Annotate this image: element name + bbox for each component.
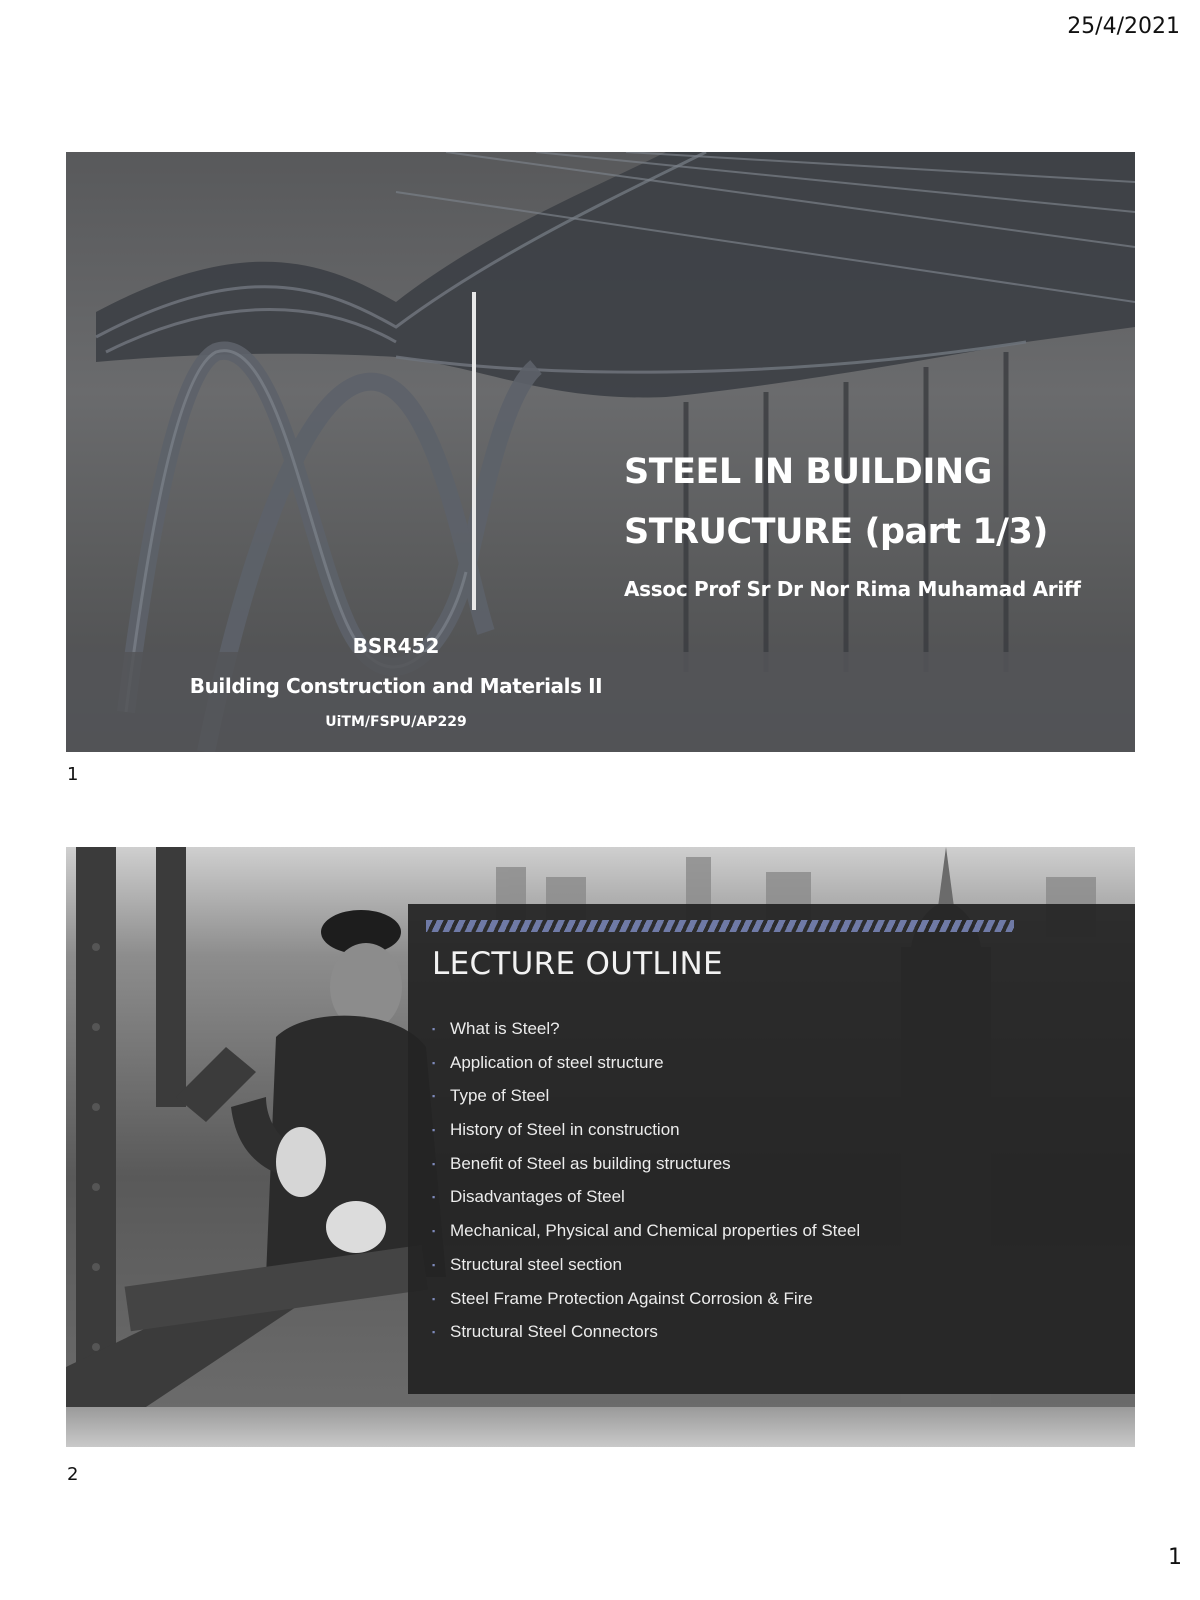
outline-item-label: Disadvantages of Steel — [450, 1187, 625, 1207]
outline-item — [432, 1147, 860, 1181]
bullet-icon: ▪ — [432, 1158, 436, 1169]
course-code: BSR452 — [352, 634, 440, 658]
photo-bottom-strip — [66, 1407, 1135, 1447]
outline-item — [432, 1248, 860, 1282]
bullet-icon: ▪ — [432, 1293, 436, 1304]
outline-item — [432, 1180, 860, 1214]
outline-item-label: History of Steel in construction — [450, 1120, 680, 1140]
outline-item-label: Application of steel structure — [450, 1052, 664, 1072]
slide-title-line-2: STRUCTURE (part 1/3) — [624, 512, 1048, 552]
bullet-icon: ▪ — [432, 1226, 436, 1237]
outline-panel — [408, 904, 1135, 1394]
bullet-icon: ▪ — [432, 1125, 436, 1136]
outline-item-label: Mechanical, Physical and Chemical properties of Steel — [450, 1221, 861, 1241]
page-number: 1 — [1168, 1545, 1182, 1570]
bullet-icon: ▪ — [432, 1091, 436, 1102]
course-name: Building Construction and Materials II — [189, 674, 603, 698]
outline-item — [432, 1315, 860, 1349]
title-divider-line — [472, 292, 476, 610]
bullet-icon: ▪ — [432, 1327, 436, 1338]
outline-item-label: Structural steel section — [450, 1254, 622, 1274]
outline-item — [432, 1012, 860, 1046]
outline-list — [432, 1012, 860, 1349]
bullet-icon: ▪ — [432, 1024, 436, 1034]
slide-title-line-1: STEEL IN BUILDING — [624, 452, 992, 492]
slide-title — [624, 442, 1124, 562]
outline-item-label: Benefit of Steel as building structures — [450, 1153, 731, 1173]
outline-item — [432, 1214, 860, 1248]
outline-item-label: Steel Frame Protection Against Corrosion & Fire — [450, 1288, 813, 1308]
bullet-icon: ▪ — [432, 1192, 436, 1203]
outline-item-label: Type of Steel — [450, 1086, 550, 1106]
outline-item — [432, 1113, 860, 1147]
slide-1-title — [66, 152, 1135, 752]
outline-item — [432, 1079, 860, 1113]
slide-number-1: 1 — [67, 764, 79, 785]
slide-number-2: 2 — [67, 1464, 79, 1485]
outline-item — [432, 1282, 860, 1316]
outline-heading: LECTURE OUTLINE — [432, 946, 723, 982]
author-name: Assoc Prof Sr Dr Nor Rima Muhamad Ariff — [624, 577, 1081, 601]
slide-2-outline — [66, 847, 1135, 1447]
decorative-stripe — [426, 920, 1014, 932]
bullet-icon: ▪ — [432, 1057, 436, 1068]
print-date: 25/4/2021 — [1067, 14, 1180, 39]
institution-code: UiTM/FSPU/AP229 — [325, 714, 467, 730]
outline-item-label: Structural Steel Connectors — [450, 1322, 658, 1342]
bullet-icon: ▪ — [432, 1259, 436, 1270]
outline-item — [432, 1046, 860, 1080]
outline-item-label: What is Steel? — [450, 1019, 560, 1038]
